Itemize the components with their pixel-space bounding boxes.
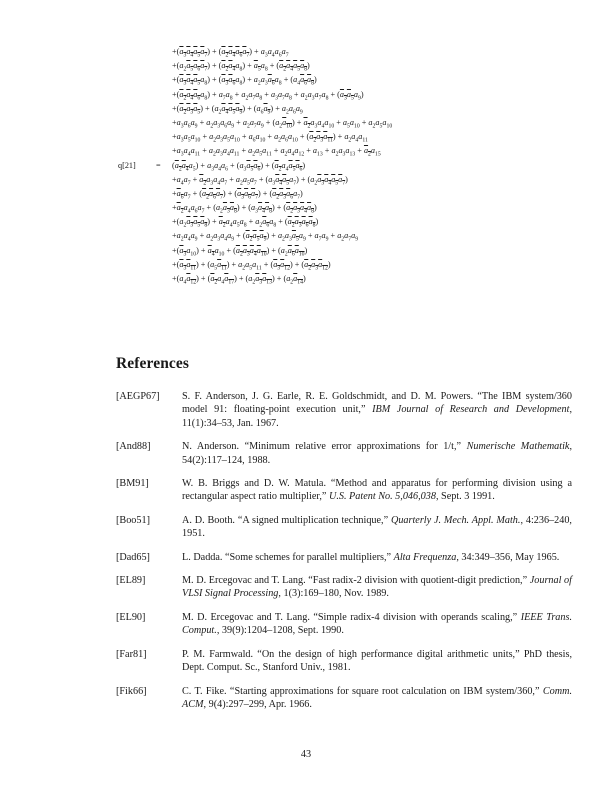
equation-line: $+a_4a_7 + a_2a_3a_4a_7 + a_2a_5a_7 + (a_3a_4a_5a_7) + (a_2a_3a_4a_5a_7)$ bbox=[172, 174, 348, 187]
equation-line: $+a_6a_7 + (a_2a_6a_7) + (a_3a_6a_7) + (a_2a_3a_6a_7)$ bbox=[172, 188, 303, 201]
overlined-term: $a_7$ bbox=[215, 188, 223, 201]
reference-text: M. D. Ercegovac and T. Lang. “Simple radix-4 division with operands scaling,” bbox=[182, 611, 521, 623]
reference-text: , 9(4):297–299, Apr. 1966. bbox=[203, 698, 312, 710]
overlined-term: $a_8$ bbox=[308, 217, 316, 229]
overlined-term: $a_5$ bbox=[282, 174, 290, 187]
reference-text: S. F. Anderson, J. G. Earle, R. E. Goldschmidt, and D. M. Powers. “The IBM system/360 model 91: floating-point execution unit,” bbox=[182, 391, 572, 416]
overlined-term: $a_6$ bbox=[287, 245, 295, 258]
equation-line: $+(a_3a_{11}) + (a_5a_{11}) + a_2a_5a_{11} + (a_3a_{12}) + (a_2a_3a_{12})$ bbox=[172, 259, 331, 272]
equation-line: $+a_3a_6a_9 + a_2a_3a_6a_9 + a_2a_7a_9 + (a_2a_{10}) + a_2a_3a_4a_{10} + a_5a_{10} + a_2a_5a_{10}$ bbox=[172, 117, 393, 130]
equation-block bbox=[118, 45, 568, 286]
overlined-term: $a_2$ bbox=[210, 274, 218, 286]
overlined-term: $a_2$ bbox=[221, 61, 229, 73]
overlined-term: $a_3$ bbox=[311, 259, 319, 272]
overlined-term: $a_{13}$ bbox=[262, 274, 273, 286]
overlined-term: $a_5$ bbox=[246, 160, 254, 173]
overlined-term: $a_8$ bbox=[307, 203, 314, 215]
reference-entry bbox=[116, 477, 572, 504]
equation-line: $+(a_2a_4a_6a_8) + a_7a_8 + a_2a_7a_8 + a_3a_7a_8 + a_2a_3a_7a_8 + (a_3a_5a_9)$ bbox=[172, 89, 364, 102]
overlined-term: $a_{12}$ bbox=[318, 259, 328, 272]
overlined-term: $a_8$ bbox=[229, 203, 237, 215]
overlined-term: $a_6$ bbox=[193, 61, 201, 73]
overlined-term: $a_5$ bbox=[293, 61, 301, 73]
equation-line: $+(a_2a_3a_5a_8) + a_2a_4a_5a_8 + a_2a_6a_8 + (a_2a_3a_6a_8)$ bbox=[172, 217, 319, 229]
reference-text: P. M. Farmwald. “On the design of high performance digital arithmetic units,” PhD thesis, Dept. Comput. Sc., Stanford Univ., 1981. bbox=[182, 648, 572, 674]
overlined-term: $a_2$ bbox=[304, 259, 312, 272]
overlined-term: $a_2$ bbox=[303, 117, 311, 130]
equation-line: $+a_2a_4a_9 + a_2a_3a_4a_9 + (a_2a_5a_9) + a_2a_3a_5a_9 + a_7a_9 + a_2a_7a_9$ bbox=[172, 231, 359, 244]
reference-text: W. B. Briggs and D. W. Matula. “Method and apparatus for performing division using a rectangular aspect ratio multiplier,” bbox=[182, 478, 572, 503]
overlined-term: $a_6$ bbox=[235, 47, 243, 59]
overlined-term: $a_5$ bbox=[346, 89, 354, 102]
reference-text: , Sept. 3 1991. bbox=[435, 491, 495, 503]
reference-entry bbox=[116, 440, 572, 467]
equation-line: q[21] = $(a_2a_4a_5) + a_3a_4a_6 + (a_3a_5a_6) + (a_2a_4a_5a_6)$ bbox=[118, 160, 306, 173]
reference-entry bbox=[116, 551, 572, 564]
overlined-term: $a_6$ bbox=[208, 188, 216, 201]
reference-text: M. D. Ercegovac and T. Lang. “Fast radix-2 division with quotient-digit prediction,” bbox=[182, 575, 530, 587]
equation-relation: = bbox=[156, 160, 161, 170]
reference-venue: U.S. Patent No. 5,046,038 bbox=[328, 491, 436, 503]
reference-text: C. T. Fike. “Starting approximations for square root calculation on IBM system/360,” bbox=[182, 685, 543, 697]
equation-line: $+(a_2a_3a_5) + (a_2a_4a_5a_9) + (a_6a_9) + a_2a_6a_9$ bbox=[172, 103, 303, 116]
overlined-term: $a_{11}$ bbox=[217, 259, 227, 272]
overlined-term: $a_2$ bbox=[272, 188, 280, 201]
reference-text: , 4:236–240, 1951. bbox=[182, 514, 572, 540]
overlined-term: $a_4$ bbox=[258, 203, 265, 215]
overlined-term: $a_3$ bbox=[242, 245, 250, 258]
overlined-term: $a_6$ bbox=[244, 188, 252, 201]
overlined-term: $a_3$ bbox=[186, 103, 194, 116]
overlined-term: $a_7$ bbox=[242, 47, 250, 59]
reference-entry bbox=[116, 611, 572, 638]
overlined-term: $a_3$ bbox=[273, 259, 281, 272]
equation-line: $+(a_3a_{10}) + a_4a_{10} + (a_2a_3a_4a_{10}) + (a_2a_6a_{10})$ bbox=[172, 245, 308, 258]
overlined-term: $a_4$ bbox=[186, 89, 194, 102]
overlined-term: $a_3$ bbox=[179, 259, 187, 272]
overlined-term: $a_{11}$ bbox=[323, 132, 333, 144]
overlined-term: $a_2$ bbox=[218, 217, 226, 229]
overlined-term: $a_4$ bbox=[207, 245, 215, 258]
reference-key: [Fik66] bbox=[116, 685, 147, 697]
reference-entry bbox=[116, 574, 572, 601]
reference-entry bbox=[116, 685, 572, 712]
reference-text: , 39(9):1204–1208, Sept. 1990. bbox=[216, 625, 344, 637]
equation-line: $+(a_3a_4a_5a_8) + (a_3a_6a_8) + a_2a_3a_6a_8 + (a_4a_6a_8)$ bbox=[172, 75, 317, 88]
reference-text: L. Dadda. “Some schemes for parallel multipliers,” bbox=[182, 551, 394, 563]
reference-text: , 54(2):117–124, 1988. bbox=[182, 441, 572, 466]
overlined-term: $a_2$ bbox=[363, 146, 371, 158]
overlined-term: $a_4$ bbox=[275, 174, 283, 187]
reference-key: [EL90] bbox=[116, 611, 146, 623]
reference-key: [EL89] bbox=[116, 575, 146, 587]
overlined-term: $a_9$ bbox=[259, 231, 267, 244]
overlined-term: $a_5$ bbox=[291, 231, 299, 244]
reference-venue: IBM Journal of Research and Development bbox=[372, 404, 570, 416]
overlined-term: $a_3$ bbox=[179, 245, 187, 258]
overlined-term: $a_{17}$ bbox=[224, 274, 235, 286]
overlined-term: $a_7$ bbox=[200, 61, 208, 73]
overlined-term: $a_7$ bbox=[338, 174, 346, 187]
overlined-term: $a_5$ bbox=[193, 47, 201, 59]
overlined-term: $a_8$ bbox=[307, 75, 314, 88]
overlined-term: $a_3$ bbox=[317, 174, 325, 187]
equation-line: $+a_3a_5a_{10} + a_2a_3a_5a_{10} + a_6a_{10} + a_2a_6a_{10} + (a_2a_3a_{11}) + a_2a_4a_{11}$ bbox=[172, 132, 368, 144]
reference-venue: Numerische Mathematik bbox=[466, 441, 570, 453]
overlined-term: $a_2$ bbox=[309, 132, 317, 144]
overlined-term: $a_2$ bbox=[221, 47, 229, 59]
overlined-term: $a_2$ bbox=[176, 203, 184, 215]
overlined-term: $a_5$ bbox=[186, 61, 194, 73]
overlined-term: $a_7$ bbox=[251, 188, 258, 201]
overlined-term: $a_8$ bbox=[264, 203, 272, 215]
reference-entry bbox=[116, 390, 572, 430]
reference-text: N. Anderson. “Minimum relative error approximations for 1/t,” bbox=[182, 441, 467, 453]
overlined-term: $a_3$ bbox=[179, 47, 187, 59]
overlined-term: $a_5$ bbox=[193, 217, 201, 229]
overlined-term: $a_5$ bbox=[331, 174, 339, 187]
reference-list bbox=[116, 390, 572, 721]
overlined-term: $a_4$ bbox=[286, 61, 294, 73]
reference-venue: Comm. ACM bbox=[182, 685, 572, 710]
overlined-term: $a_6$ bbox=[253, 160, 261, 173]
references-heading: References bbox=[116, 355, 190, 372]
overlined-term: $a_4$ bbox=[228, 61, 236, 73]
overlined-term: $a_9$ bbox=[263, 103, 271, 116]
overlined-term: $a_5$ bbox=[228, 103, 236, 116]
overlined-term: $a_2$ bbox=[199, 174, 207, 187]
overlined-term: $a_{10}$ bbox=[256, 245, 267, 258]
overlined-term: $a_2$ bbox=[174, 160, 182, 173]
reference-text: , 1(3):169–180, Nov. 1989. bbox=[278, 588, 389, 600]
overlined-term: $a_6$ bbox=[300, 75, 308, 88]
reference-entry bbox=[116, 514, 572, 541]
overlined-term: $a_3$ bbox=[316, 132, 324, 144]
reference-entry bbox=[116, 648, 572, 675]
overlined-term: $a_5$ bbox=[253, 61, 261, 73]
overlined-term: $a_5$ bbox=[193, 75, 201, 88]
reference-key: [Far81] bbox=[116, 648, 147, 660]
overlined-term: $a_4$ bbox=[181, 160, 189, 173]
reference-text: , 11(1):34–53, Jan. 1967. bbox=[182, 404, 572, 429]
overlined-term: $a_2$ bbox=[286, 203, 294, 215]
overlined-term: $a_3$ bbox=[186, 217, 194, 229]
equation-line: $+a_2a_4a_6a_7 + (a_2a_3a_8) + (a_3a_4a_8) + (a_2a_3a_4a_8)$ bbox=[172, 203, 317, 215]
reference-key: [AEGP67] bbox=[116, 391, 160, 402]
overlined-term: $a_7$ bbox=[200, 47, 208, 59]
overlined-term: $a_3$ bbox=[222, 203, 230, 215]
overlined-term: $a_2$ bbox=[202, 188, 209, 201]
reference-key: [Dad65] bbox=[116, 551, 150, 563]
overlined-term: $a_3$ bbox=[294, 217, 302, 229]
reference-text: , 34:349–356, May 1965. bbox=[456, 551, 560, 563]
overlined-term: $a_8$ bbox=[200, 217, 208, 229]
overlined-term: $a_3$ bbox=[339, 89, 347, 102]
overlined-term: $a_4$ bbox=[228, 47, 236, 59]
overlined-term: $a_6$ bbox=[193, 89, 201, 102]
overlined-term: $a_9$ bbox=[235, 103, 243, 116]
reference-key: [Boo51] bbox=[116, 514, 150, 526]
overlined-term: $a_6$ bbox=[262, 217, 270, 229]
equation-label: q[21] bbox=[118, 160, 136, 170]
overlined-term: $a_{12}$ bbox=[186, 274, 197, 286]
overlined-term: $a_2$ bbox=[179, 103, 187, 116]
overlined-term: $a_{11}$ bbox=[186, 259, 196, 272]
overlined-term: $a_2$ bbox=[245, 231, 253, 244]
overlined-term: $a_{12}$ bbox=[280, 259, 290, 272]
overlined-term: $a_2$ bbox=[179, 89, 187, 102]
overlined-term: $a_4$ bbox=[249, 245, 257, 258]
overlined-term: $a_3$ bbox=[221, 75, 229, 88]
overlined-term: $a_2$ bbox=[235, 245, 243, 258]
overlined-term: $a_2$ bbox=[279, 61, 287, 73]
overlined-term: $a_3$ bbox=[237, 188, 245, 201]
overlined-term: $a_4$ bbox=[186, 47, 194, 59]
reference-venue: IEEE Trans. Comput. bbox=[182, 611, 572, 637]
overlined-term: $a_{10}$ bbox=[282, 117, 292, 130]
overlined-term: $a_8$ bbox=[300, 61, 308, 73]
overlined-term: $a_6$ bbox=[295, 160, 303, 173]
overlined-term: $a_3$ bbox=[293, 203, 301, 215]
overlined-term: $a_5$ bbox=[252, 231, 260, 244]
reference-key: [And88] bbox=[116, 441, 151, 453]
reference-text: A. D. Booth. “A signed multiplication technique,” bbox=[182, 514, 391, 526]
overlined-term: $a_6$ bbox=[267, 75, 275, 88]
overlined-term: $a_5$ bbox=[288, 160, 296, 173]
equation-line: $+(a_2a_5a_6a_7) + (a_2a_4a_8) + a_5a_8 + (a_2a_4a_5a_8)$ bbox=[172, 61, 310, 73]
overlined-term: $a_2$ bbox=[287, 217, 295, 229]
overlined-term: $a_6$ bbox=[176, 188, 184, 201]
reference-key: [BM91] bbox=[116, 478, 149, 490]
overlined-term: $a_3$ bbox=[279, 188, 287, 201]
overlined-term: $a_5$ bbox=[193, 103, 201, 116]
equation-line: $+(a_4a_{12}) + (a_2a_4a_{17}) + (a_2a_3a_{13}) + (a_2a_{14})$ bbox=[172, 274, 306, 286]
equation-line: $+a_3a_4a_{11} + a_2a_3a_4a_{11} + a_2a_5a_{11} + a_2a_4a_{12} + a_{13} + a_2a_3a_{13} + a_2a_{15}$ bbox=[172, 146, 381, 158]
overlined-term: $a_6$ bbox=[301, 217, 309, 229]
reference-venue: Journal of VLSI Signal Processing bbox=[182, 575, 572, 600]
page-number: 43 bbox=[300, 749, 312, 760]
overlined-term: $a_4$ bbox=[221, 103, 229, 116]
equation-line: $+(a_3a_4a_5a_7) + (a_2a_4a_6a_7) + a_3a_4a_6a_7$ bbox=[172, 47, 289, 59]
overlined-term: $a_{14}$ bbox=[293, 274, 303, 286]
overlined-term: $a_{10}$ bbox=[294, 245, 305, 258]
overlined-term: $a_3$ bbox=[255, 274, 263, 286]
reference-venue: Quarterly J. Mech. Appl. Math. bbox=[390, 514, 521, 526]
overlined-term: $a_2$ bbox=[274, 160, 282, 173]
overlined-term: $a_3$ bbox=[179, 75, 187, 88]
overlined-term: $a_4$ bbox=[186, 75, 194, 88]
overlined-term: $a_4$ bbox=[324, 174, 332, 187]
overlined-term: $a_6$ bbox=[286, 188, 294, 201]
reference-venue: Alta Frequenza bbox=[393, 551, 457, 563]
overlined-term: $a_6$ bbox=[228, 75, 236, 88]
overlined-term: $a_4$ bbox=[300, 203, 308, 215]
